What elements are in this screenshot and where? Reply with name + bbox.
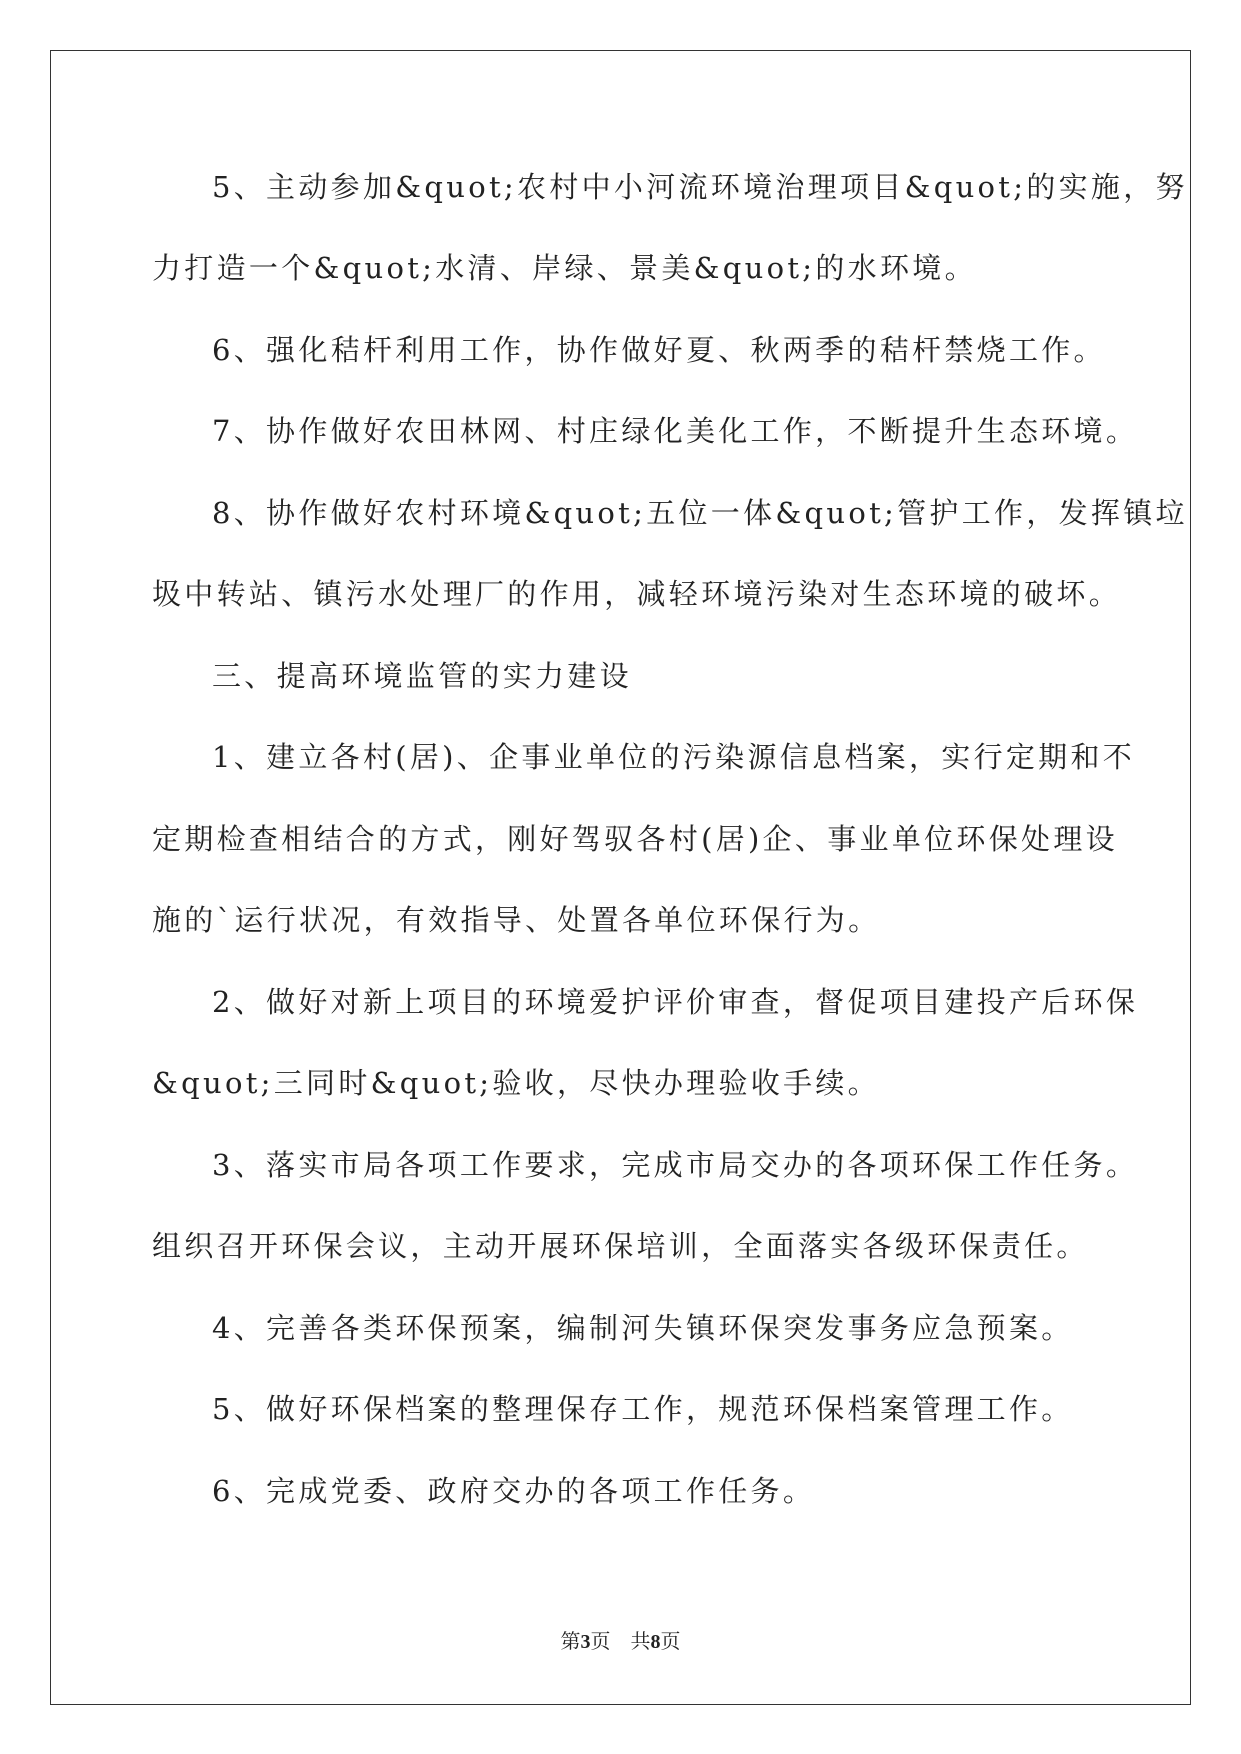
paragraph-s3-1-line-3: 施的`运行状况，有效指导、处置各单位环保行为。 (152, 903, 881, 937)
paragraph-s3-3-line-2: 组织召开环保会议，主动开展环保培训，全面落实各级环保责任。 (152, 1229, 1089, 1263)
current-page-number: 3 (580, 1631, 591, 1653)
footer-middle: 页 共 (590, 1631, 651, 1653)
paragraph-s3-4-line-1: 4、完善各类环保预案，编制河失镇环保突发事务应急预案。 (212, 1311, 1074, 1345)
paragraph-s3-5-line-1: 5、做好环保档案的整理保存工作，规范环保档案管理工作。 (212, 1392, 1074, 1426)
paragraph-s3-1-line-1: 1、建立各村(居)、企事业单位的污染源信息档案，实行定期和不 (212, 740, 1136, 774)
footer-suffix: 页 (660, 1631, 681, 1653)
paragraph-s3-2-line-1: 2、做好对新上项目的环境爱护评价审查，督促项目建投产后环保 (212, 985, 1139, 1019)
section-heading: 三、提高环境监管的实力建设 (212, 659, 632, 693)
paragraph-s3-3-line-1: 3、落实市局各项工作要求，完成市局交办的各项环保工作任务。 (212, 1148, 1139, 1182)
paragraph-s3-2-line-2: &quot;三同时&quot;验收，尽快办理验收手续。 (152, 1066, 880, 1100)
paragraph-s3-6-line-1: 6、完成党委、政府交办的各项工作任务。 (212, 1474, 816, 1508)
paragraph-6-line-1: 6、强化秸杆利用工作，协作做好夏、秋两季的秸杆禁烧工作。 (212, 333, 1106, 367)
paragraph-8-line-2: 圾中转站、镇污水处理厂的作用，减轻环境污染对生态环境的破坏。 (152, 577, 1122, 611)
paragraph-5-line-1: 5、主动参加&quot;农村中小河流环境治理项目&quot;的实施，努 (212, 170, 1188, 204)
page-footer (0, 1625, 1241, 1654)
footer-prefix: 第 (560, 1631, 581, 1653)
paragraph-5-line-2: 力打造一个&quot;水清、岸绿、景美&quot;的水环境。 (152, 251, 977, 285)
paragraph-8-line-1: 8、协作做好农村环境&quot;五位一体&quot;管护工作，发挥镇垃 (212, 496, 1188, 530)
total-pages-number: 8 (650, 1631, 661, 1653)
paragraph-s3-1-line-2: 定期检查相结合的方式，刚好驾驭各村(居)企、事业单位环保处理设 (152, 822, 1118, 856)
page-border (50, 50, 1191, 1705)
paragraph-7-line-1: 7、协作做好农田林网、村庄绿化美化工作，不断提升生态环境。 (212, 414, 1139, 448)
